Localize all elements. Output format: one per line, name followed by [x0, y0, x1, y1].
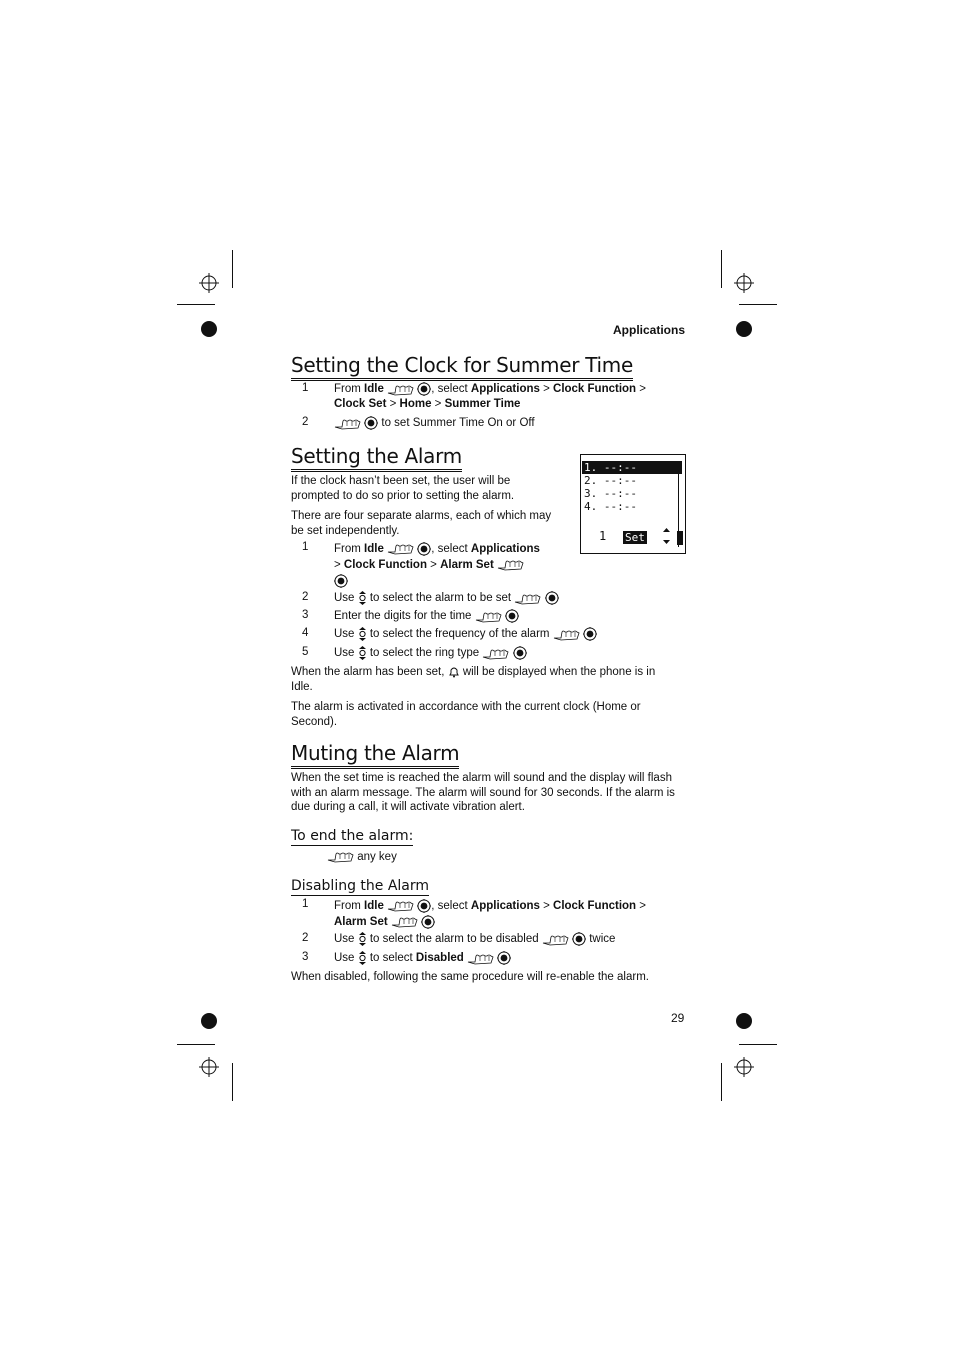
up-down-key-icon [358, 591, 367, 605]
disable-step-1: From Idle , select Applications > Clock Function > Alarm Set [334, 900, 646, 928]
registration-dot [201, 1013, 217, 1029]
scrollbar-thumb [677, 531, 683, 545]
summer-step-1: From Idle , select Applications > Clock Function > Clock Set > Home > Summer Time [334, 383, 646, 410]
step-number: 2 [302, 416, 309, 428]
softkey-set: Set [625, 531, 645, 544]
crop-line [739, 304, 777, 305]
disable-step-2: Use to select the alarm to be disabled twice [334, 933, 616, 946]
nav-key-icon [513, 646, 527, 660]
bell-icon [448, 666, 460, 678]
hand-press-icon [542, 933, 569, 946]
crop-line [177, 1044, 215, 1045]
hand-press-icon [467, 952, 494, 965]
subsection-disabling-alarm: Disabling the Alarm [291, 878, 430, 894]
step-number: 1 [302, 382, 309, 394]
hand-press-icon [482, 647, 509, 660]
up-down-key-icon [358, 951, 367, 965]
step-number: 2 [302, 932, 309, 944]
step-number: 3 [302, 609, 309, 621]
section-title-summer-time: Setting the Clock for Summer Time [291, 353, 633, 381]
alarm-slot-2: 2. --:-- [584, 474, 637, 487]
disable-footer: When disabled, following the same procedure will re-enable the alarm. [291, 971, 649, 983]
alarm-step-3: Enter the digits for the time [334, 609, 694, 624]
step-number: 4 [302, 627, 309, 639]
alarm-step-1: From Idle , select Applications > Clock Function > Alarm Set [334, 541, 574, 589]
crop-line [721, 250, 722, 288]
hand-press-icon [334, 417, 361, 430]
registration-mark-icon [734, 1057, 754, 1077]
up-down-key-icon [358, 932, 367, 946]
nav-key-icon [417, 899, 431, 913]
nav-key-icon [417, 542, 431, 556]
alarm-step-2: Use to select the alarm to be set [334, 591, 694, 606]
alarm-intro-1: If the clock hasn’t been set, the user will be prompted to do so prior to setting the alarm. [291, 475, 515, 502]
step-number: 1 [302, 898, 309, 910]
hand-press-icon [553, 628, 580, 641]
step-number: 2 [302, 591, 309, 603]
subsection-end-alarm: To end the alarm: [291, 828, 414, 844]
hand-press-icon [387, 542, 414, 555]
summer-step-2: to set Summer Time On or Off [334, 416, 694, 431]
alarm-step-5: Use to select the ring type [334, 646, 694, 661]
scroll-arrows-icon [662, 527, 671, 545]
nav-key-icon [583, 627, 597, 641]
alarm-slot-1: 1. --:-- [584, 461, 637, 474]
phone-screen-alarm-list [580, 454, 686, 554]
nav-key-icon [334, 574, 348, 588]
screen-counter: 1 [599, 529, 607, 543]
crop-line [232, 250, 233, 288]
alarm-after-2: The alarm is activated in accordance with the current clock (Home or Second). [291, 701, 641, 728]
registration-dot [736, 1013, 752, 1029]
nav-key-icon [417, 382, 431, 396]
hand-press-icon [514, 592, 541, 605]
step-number: 3 [302, 951, 309, 963]
nav-key-icon [497, 951, 511, 965]
registration-mark-icon [734, 273, 754, 293]
alarm-step-4: Use to select the frequency of the alarm [334, 627, 694, 642]
crop-line [721, 1063, 722, 1101]
crop-line [232, 1063, 233, 1101]
end-alarm-instruction: any key [327, 850, 527, 865]
crop-line [177, 304, 215, 305]
running-head: Applications [613, 323, 686, 337]
hand-press-icon [387, 383, 414, 396]
hand-press-icon [387, 899, 414, 912]
registration-mark-icon [199, 273, 219, 293]
muting-body: When the set time is reached the alarm will sound and the display will flash with an alarm message. The alarm will sound for 30 seconds. If the alarm is due during a call, it will activate vibration alert. [291, 772, 675, 813]
nav-key-icon [505, 609, 519, 623]
up-down-key-icon [358, 627, 367, 641]
nav-key-icon [421, 915, 435, 929]
alarm-intro-2: There are four separate alarms, each of which may be set independently. [291, 510, 552, 537]
alarm-after-1: When the alarm has been set, will be displayed when the phone is in Idle. [291, 666, 656, 693]
hand-press-icon [327, 850, 354, 863]
hand-press-icon [475, 610, 502, 623]
nav-key-icon [572, 932, 586, 946]
hand-press-icon [391, 915, 418, 928]
page-number: 29 [671, 1011, 685, 1025]
alarm-slot-4: 4. --:-- [584, 500, 637, 513]
nav-key-icon [364, 416, 378, 430]
crop-line [739, 1044, 777, 1045]
registration-mark-icon [199, 1057, 219, 1077]
section-title-muting-alarm: Muting the Alarm [291, 741, 459, 769]
section-title-setting-alarm: Setting the Alarm [291, 444, 462, 472]
disable-step-3: Use to select Disabled [334, 951, 694, 966]
registration-dot [736, 321, 752, 337]
up-down-key-icon [358, 646, 367, 660]
hand-press-icon [497, 558, 524, 571]
step-number: 5 [302, 646, 309, 658]
step-number: 1 [302, 541, 309, 553]
alarm-slot-3: 3. --:-- [584, 487, 637, 500]
registration-dot [201, 321, 217, 337]
nav-key-icon [545, 591, 559, 605]
